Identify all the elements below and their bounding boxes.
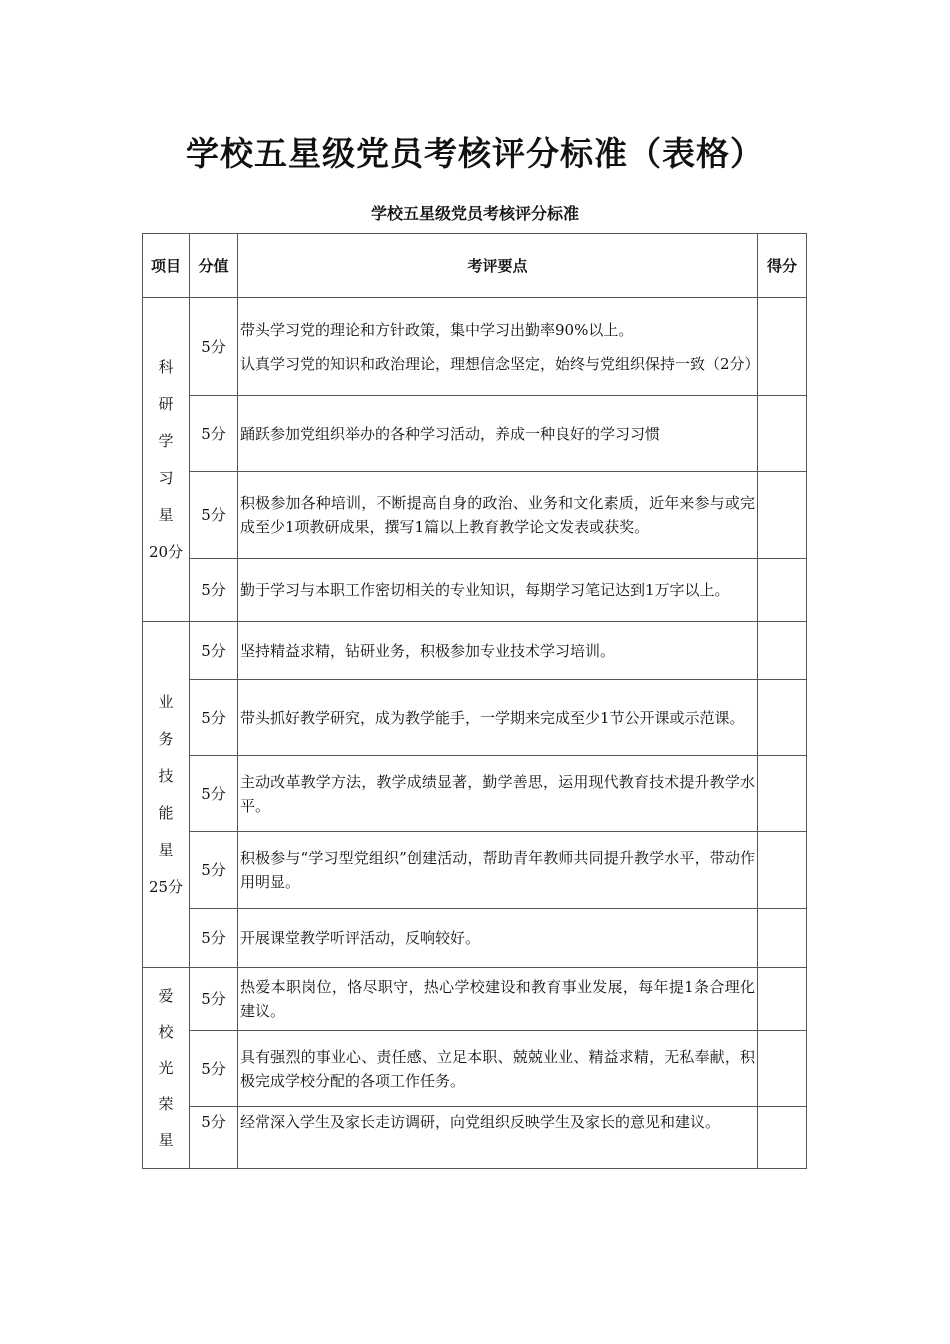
category-total: 20分 (148, 542, 184, 561)
category-cell: 科 研 学 习 星 20分 (143, 298, 190, 622)
earned-score-cell[interactable] (758, 298, 807, 396)
table-row (143, 1031, 807, 1107)
table-row (143, 756, 807, 832)
criteria-text: 积极参加各种培训，不断提高自身的政治、业务和文化素质，近年来参与或完成至少1项教研成果，撰写1篇以上教育教学论文发表或获奖。 (238, 472, 758, 559)
criteria-text: 踊跃参加党组织举办的各种学习活动，养成一种良好的学习习惯 (238, 396, 758, 472)
criteria-text: 积极参与“学习型党组织”创建活动，帮助青年教师共同提升教学水平，带动作用明显。 (238, 832, 758, 909)
score-value: 5分 (190, 832, 238, 909)
header-got: 得分 (758, 234, 807, 298)
earned-score-cell[interactable] (758, 756, 807, 832)
earned-score-cell[interactable] (758, 832, 807, 909)
table-row (143, 472, 807, 559)
earned-score-cell[interactable] (758, 472, 807, 559)
scoring-table (142, 233, 807, 1169)
score-value: 5分 (190, 756, 238, 832)
table-row (143, 832, 807, 909)
header-score: 分值 (190, 234, 238, 298)
criteria-text: 具有强烈的事业心、责任感、立足本职、兢兢业业、精益求精，无私奉献，积极完成学校分配的各项工作任务。 (238, 1031, 758, 1107)
table-header-row (143, 234, 807, 298)
document-title: 学校五星级党员考核评分标准（表格） (186, 134, 764, 173)
table-row (143, 559, 807, 622)
criteria-text: 带头学习党的理论和方针政策，集中学习出勤率90%以上。 认真学习党的知识和政治理论，理想信念坚定，始终与党组织保持一致（2分） (238, 298, 758, 396)
table-row (143, 1107, 807, 1169)
earned-score-cell[interactable] (758, 559, 807, 622)
earned-score-cell[interactable] (758, 622, 807, 680)
header-points: 考评要点 (238, 234, 758, 298)
earned-score-cell[interactable] (758, 1107, 807, 1169)
table-row (143, 909, 807, 968)
score-value: 5分 (190, 680, 238, 756)
earned-score-cell[interactable] (758, 909, 807, 968)
score-value: 5分 (190, 298, 238, 396)
table-row (143, 298, 807, 396)
table-row (143, 680, 807, 756)
score-value: 5分 (190, 472, 238, 559)
header-item: 项目 (143, 234, 190, 298)
score-value: 5分 (190, 396, 238, 472)
earned-score-cell[interactable] (758, 396, 807, 472)
criteria-text: 勤于学习与本职工作密切相关的专业知识，每期学习笔记达到1万字以上。 (238, 559, 758, 622)
criteria-text: 热爱本职岗位，恪尽职守，热心学校建设和教育事业发展，每年提1条合理化建议。 (238, 968, 758, 1031)
criteria-text: 坚持精益求精，钻研业务，积极参加专业技术学习培训。 (238, 622, 758, 680)
score-value: 5分 (190, 559, 238, 622)
criteria-text: 主动改革教学方法，教学成绩显著，勤学善思，运用现代教育技术提升教学水平。 (238, 756, 758, 832)
score-value: 5分 (190, 1107, 238, 1169)
earned-score-cell[interactable] (758, 968, 807, 1031)
earned-score-cell[interactable] (758, 1031, 807, 1107)
score-value: 5分 (190, 622, 238, 680)
criteria-text: 带头抓好教学研究，成为教学能手，一学期来完成至少1节公开课或示范课。 (238, 680, 758, 756)
score-value: 5分 (190, 909, 238, 968)
earned-score-cell[interactable] (758, 680, 807, 756)
table-row (143, 622, 807, 680)
criteria-text: 经常深入学生及家长走访调研，向党组织反映学生及家长的意见和建议。 (238, 1107, 758, 1169)
category-total: 25分 (148, 877, 184, 896)
criteria-text: 开展课堂教学听评活动，反响较好。 (238, 909, 758, 968)
score-value: 5分 (190, 968, 238, 1031)
category-cell: 业 务 技 能 星 25分 (143, 622, 190, 968)
table-title: 学校五星级党员考核评分标准 (370, 204, 579, 223)
score-value: 5分 (190, 1031, 238, 1107)
category-cell: 爱 校 光 荣 星 (143, 968, 190, 1169)
table-row (143, 968, 807, 1031)
table-row (143, 396, 807, 472)
